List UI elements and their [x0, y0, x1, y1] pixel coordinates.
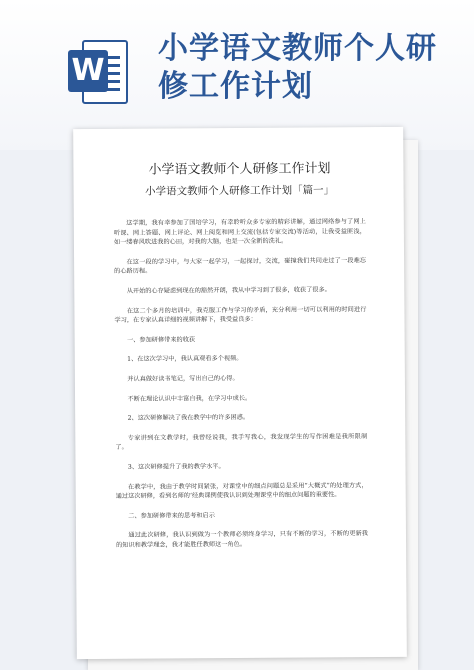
section-heading: 一、参加研修带来的收获: [126, 336, 196, 344]
paragraph: 不断在理论认识中丰富自我，在学习中成长。: [127, 394, 252, 403]
paragraph: 在教学中，我由于教学时间紧张，对课堂中的细点问题总是采用“大概式”的处理方式，通过这次研修，看到名师的‘经典课例使我认识到处理课堂中的细点问题的重要性。: [115, 481, 368, 500]
paragraph: 在这二个多月的培训中，我克服工作与学习的矛盾，充分利用一切可以利用的时间进行学习，在专家认真详细的视频讲解下，我受益良多：: [114, 305, 367, 325]
paragraph: 1、在这次学习中，我认真观看多个视频。: [127, 355, 243, 364]
paragraph: 通过此次研修，我认识到做为一个教师必须终身学习，只有不断的学习，不断的更新我的知识和教学理念，我才能胜任教师这一角色。: [116, 530, 369, 549]
document-title: 小学语文教师个人研修工作计划: [148, 161, 331, 178]
document-page: [73, 127, 407, 659]
paragraph: 专家讲到在文教学时，我曾经说我，我手写我心，我发现学生的写作困难是我所限制了。: [115, 432, 368, 452]
banner-title: 小学语文教师个人研修工作计划: [158, 31, 437, 104]
word-document-icon: [68, 40, 128, 104]
document-subtitle: 小学语文教师个人研修工作计划「篇一」: [145, 184, 335, 198]
paragraph: 2、这次研修解决了我在教学中的许多困惑。: [127, 414, 250, 422]
section-heading: 二、参加研修带来的思考和启示: [128, 511, 215, 520]
word-badge: W: [68, 50, 108, 92]
paragraph: 从开始的心存疑虑到现在的豁然开朗，我从中学习到了很多，收获了很多。: [126, 286, 331, 295]
paragraph: 3、这次研修提升了我的教学水平。: [127, 463, 225, 471]
paragraph: 这学期，我有幸参加了国培学习，有幸聆听众多专家的精彩讲解，通过网络参与了网上听课、网上答题、网上评论、网上阅览和网上交流(包括专家交流)等活动，让我受益匪浅，如一缕春风吹进我的心田，对我的大脑，也是一次全新的洗礼。: [113, 218, 366, 247]
paragraph: 并认真做好读书笔记，写出自己的心得。: [127, 374, 239, 383]
document-body: [113, 157, 368, 560]
paragraph: 在这一段的学习中，与大家一起学习，一起探讨，交流，碰撞我们共同走过了一段难忘的心路历程。: [114, 256, 367, 276]
